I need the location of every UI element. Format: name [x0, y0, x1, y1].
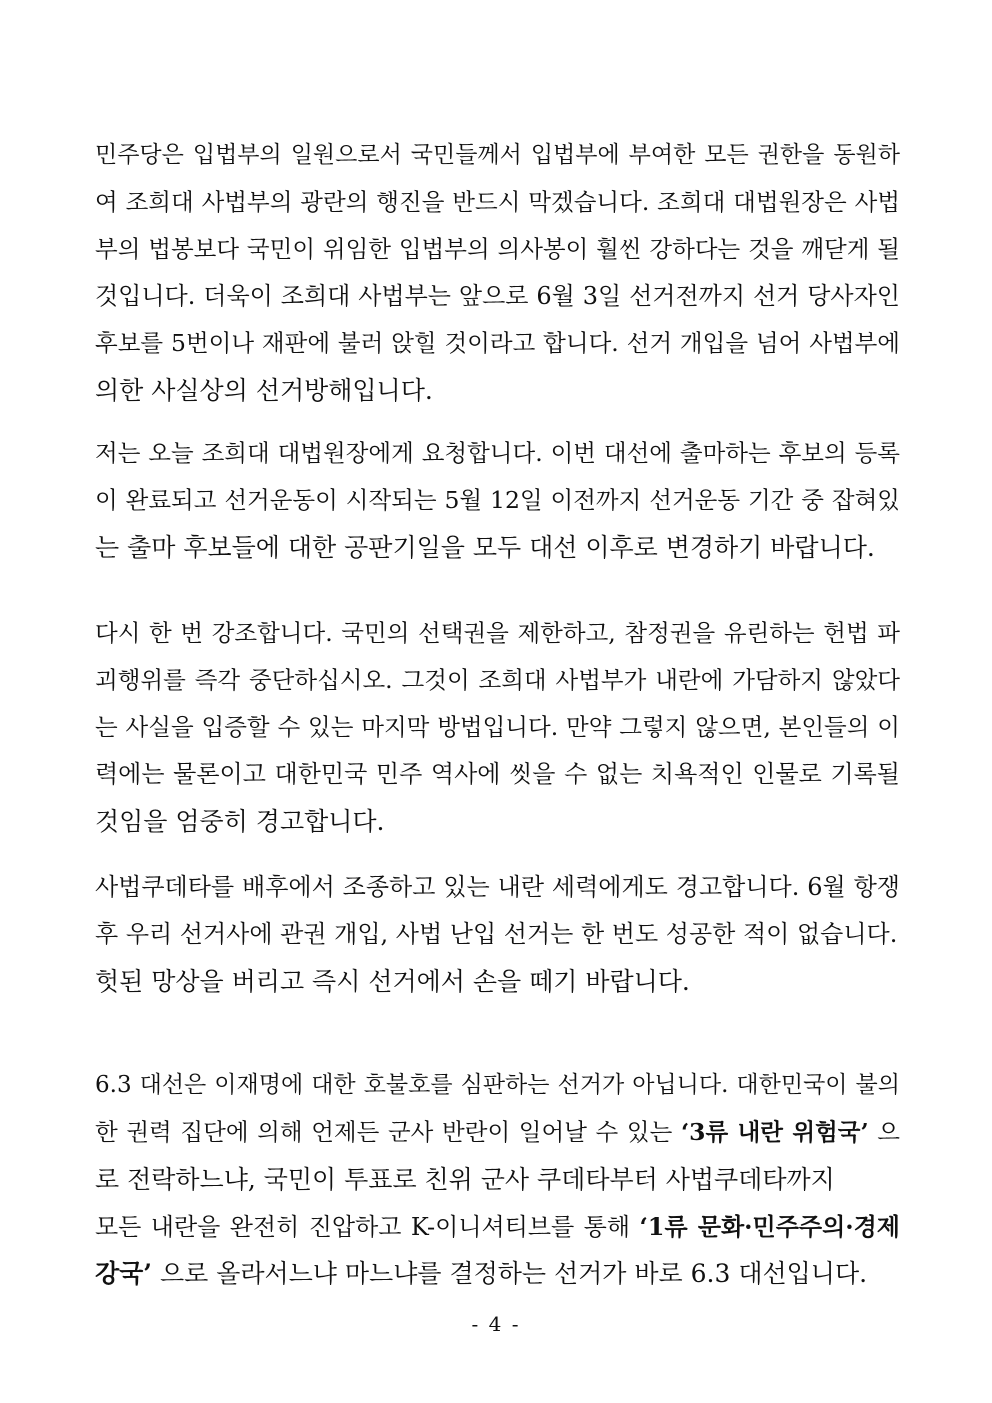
- text-line: 헛된 망상을 버리고 즉시 선거에서 손을 떼기 바랍니다.: [95, 967, 690, 996]
- text-segment: 한 권력 집단에 의해 언제든 군사 반란이 일어날 수 있는: [95, 1118, 681, 1146]
- text-line: [95, 1203, 900, 1250]
- text-segment: 모든 내란을 완전히 진압하고 K-이니셔티브를 통해: [95, 1213, 640, 1241]
- text-line: 것입니다. 더욱이 조희대 사법부는 앞으로 6월 3일 선거전까지 선거 당사자인: [95, 282, 900, 310]
- text-line: 는 출마 후보들에 대한 공판기일을 모두 대선 이후로 변경하기 바랍니다.: [95, 533, 875, 562]
- bold-phrase: ‘1류 문화·민주주의·경제: [639, 1212, 900, 1241]
- text-line: [95, 1109, 900, 1156]
- text-line: 6.3 대선은 이재명에 대한 호불호를 심판하는 선거가 아닙니다. 대한민국이 불의: [95, 1072, 900, 1098]
- text-line: 의한 사실상의 선거방해입니다.: [95, 376, 433, 405]
- text-line: 민주당은 입법부의 일원으로서 국민들께서 입법부에 부여한 모든 권한을 동원하: [95, 142, 900, 168]
- text-line: 후 우리 선거사에 관권 개입, 사법 난입 선거는 한 번도 성공한 적이 없습니다.: [95, 920, 898, 948]
- paragraph-2: [95, 430, 900, 571]
- text-line: 저는 오늘 조희대 대법원장에게 요청합니다. 이번 대선에 출마하는 후보의 등록: [95, 439, 900, 467]
- page-number: - 4 -: [471, 1312, 521, 1336]
- paragraph-4: [95, 864, 900, 1005]
- paragraph-1: [95, 132, 900, 414]
- text-line: [95, 1250, 900, 1297]
- text-line: 사법쿠데타를 배후에서 조종하고 있는 내란 세력에게도 경고합니다. 6월 항쟁: [95, 873, 900, 901]
- text-segment: 으로 올라서느냐 마느냐를 결정하는 선거가 바로 6.3 대선입니다.: [152, 1259, 868, 1288]
- text-line: 괴행위를 즉각 중단하십시오. 그것이 조희대 사법부가 내란에 가담하지 않았다: [95, 666, 900, 694]
- paragraph-3: [95, 610, 900, 845]
- text-line: 여 조희대 사법부의 광란의 행진을 반드시 막겠습니다. 조희대 대법원장은 사법: [95, 188, 900, 216]
- text-line: 이 완료되고 선거운동이 시작되는 5월 12일 이전까지 선거운동 기간 중 잡혀있: [95, 486, 900, 514]
- bold-phrase: ‘3류 내란 위험국’: [680, 1118, 869, 1146]
- bold-phrase: 강국’: [95, 1259, 153, 1288]
- text-line: 다시 한 번 강조합니다. 국민의 선택권을 제한하고, 참정권을 유린하는 헌법 파: [95, 619, 900, 647]
- text-line: 후보를 5번이나 재판에 불러 앉힐 것이라고 합니다. 선거 개입을 넘어 사법부에: [95, 329, 900, 357]
- text-line: 로 전락하느냐, 국민이 투표로 친위 군사 쿠데타부터 사법쿠데타까지: [95, 1165, 835, 1194]
- paragraph-5: [95, 1062, 900, 1297]
- text-line: 부의 법봉보다 국민이 위임한 입법부의 의사봉이 훨씬 강하다는 것을 깨닫게 될: [95, 235, 900, 263]
- text-line: 것임을 엄중히 경고합니다.: [95, 807, 385, 836]
- text-line: 력에는 물론이고 대한민국 민주 역사에 씻을 수 없는 치욕적인 인물로 기록될: [95, 760, 900, 788]
- text-line: 는 사실을 입증할 수 있는 마지막 방법입니다. 만약 그렇지 않으면, 본인들의 이: [95, 713, 900, 741]
- text-segment: 으: [868, 1118, 900, 1146]
